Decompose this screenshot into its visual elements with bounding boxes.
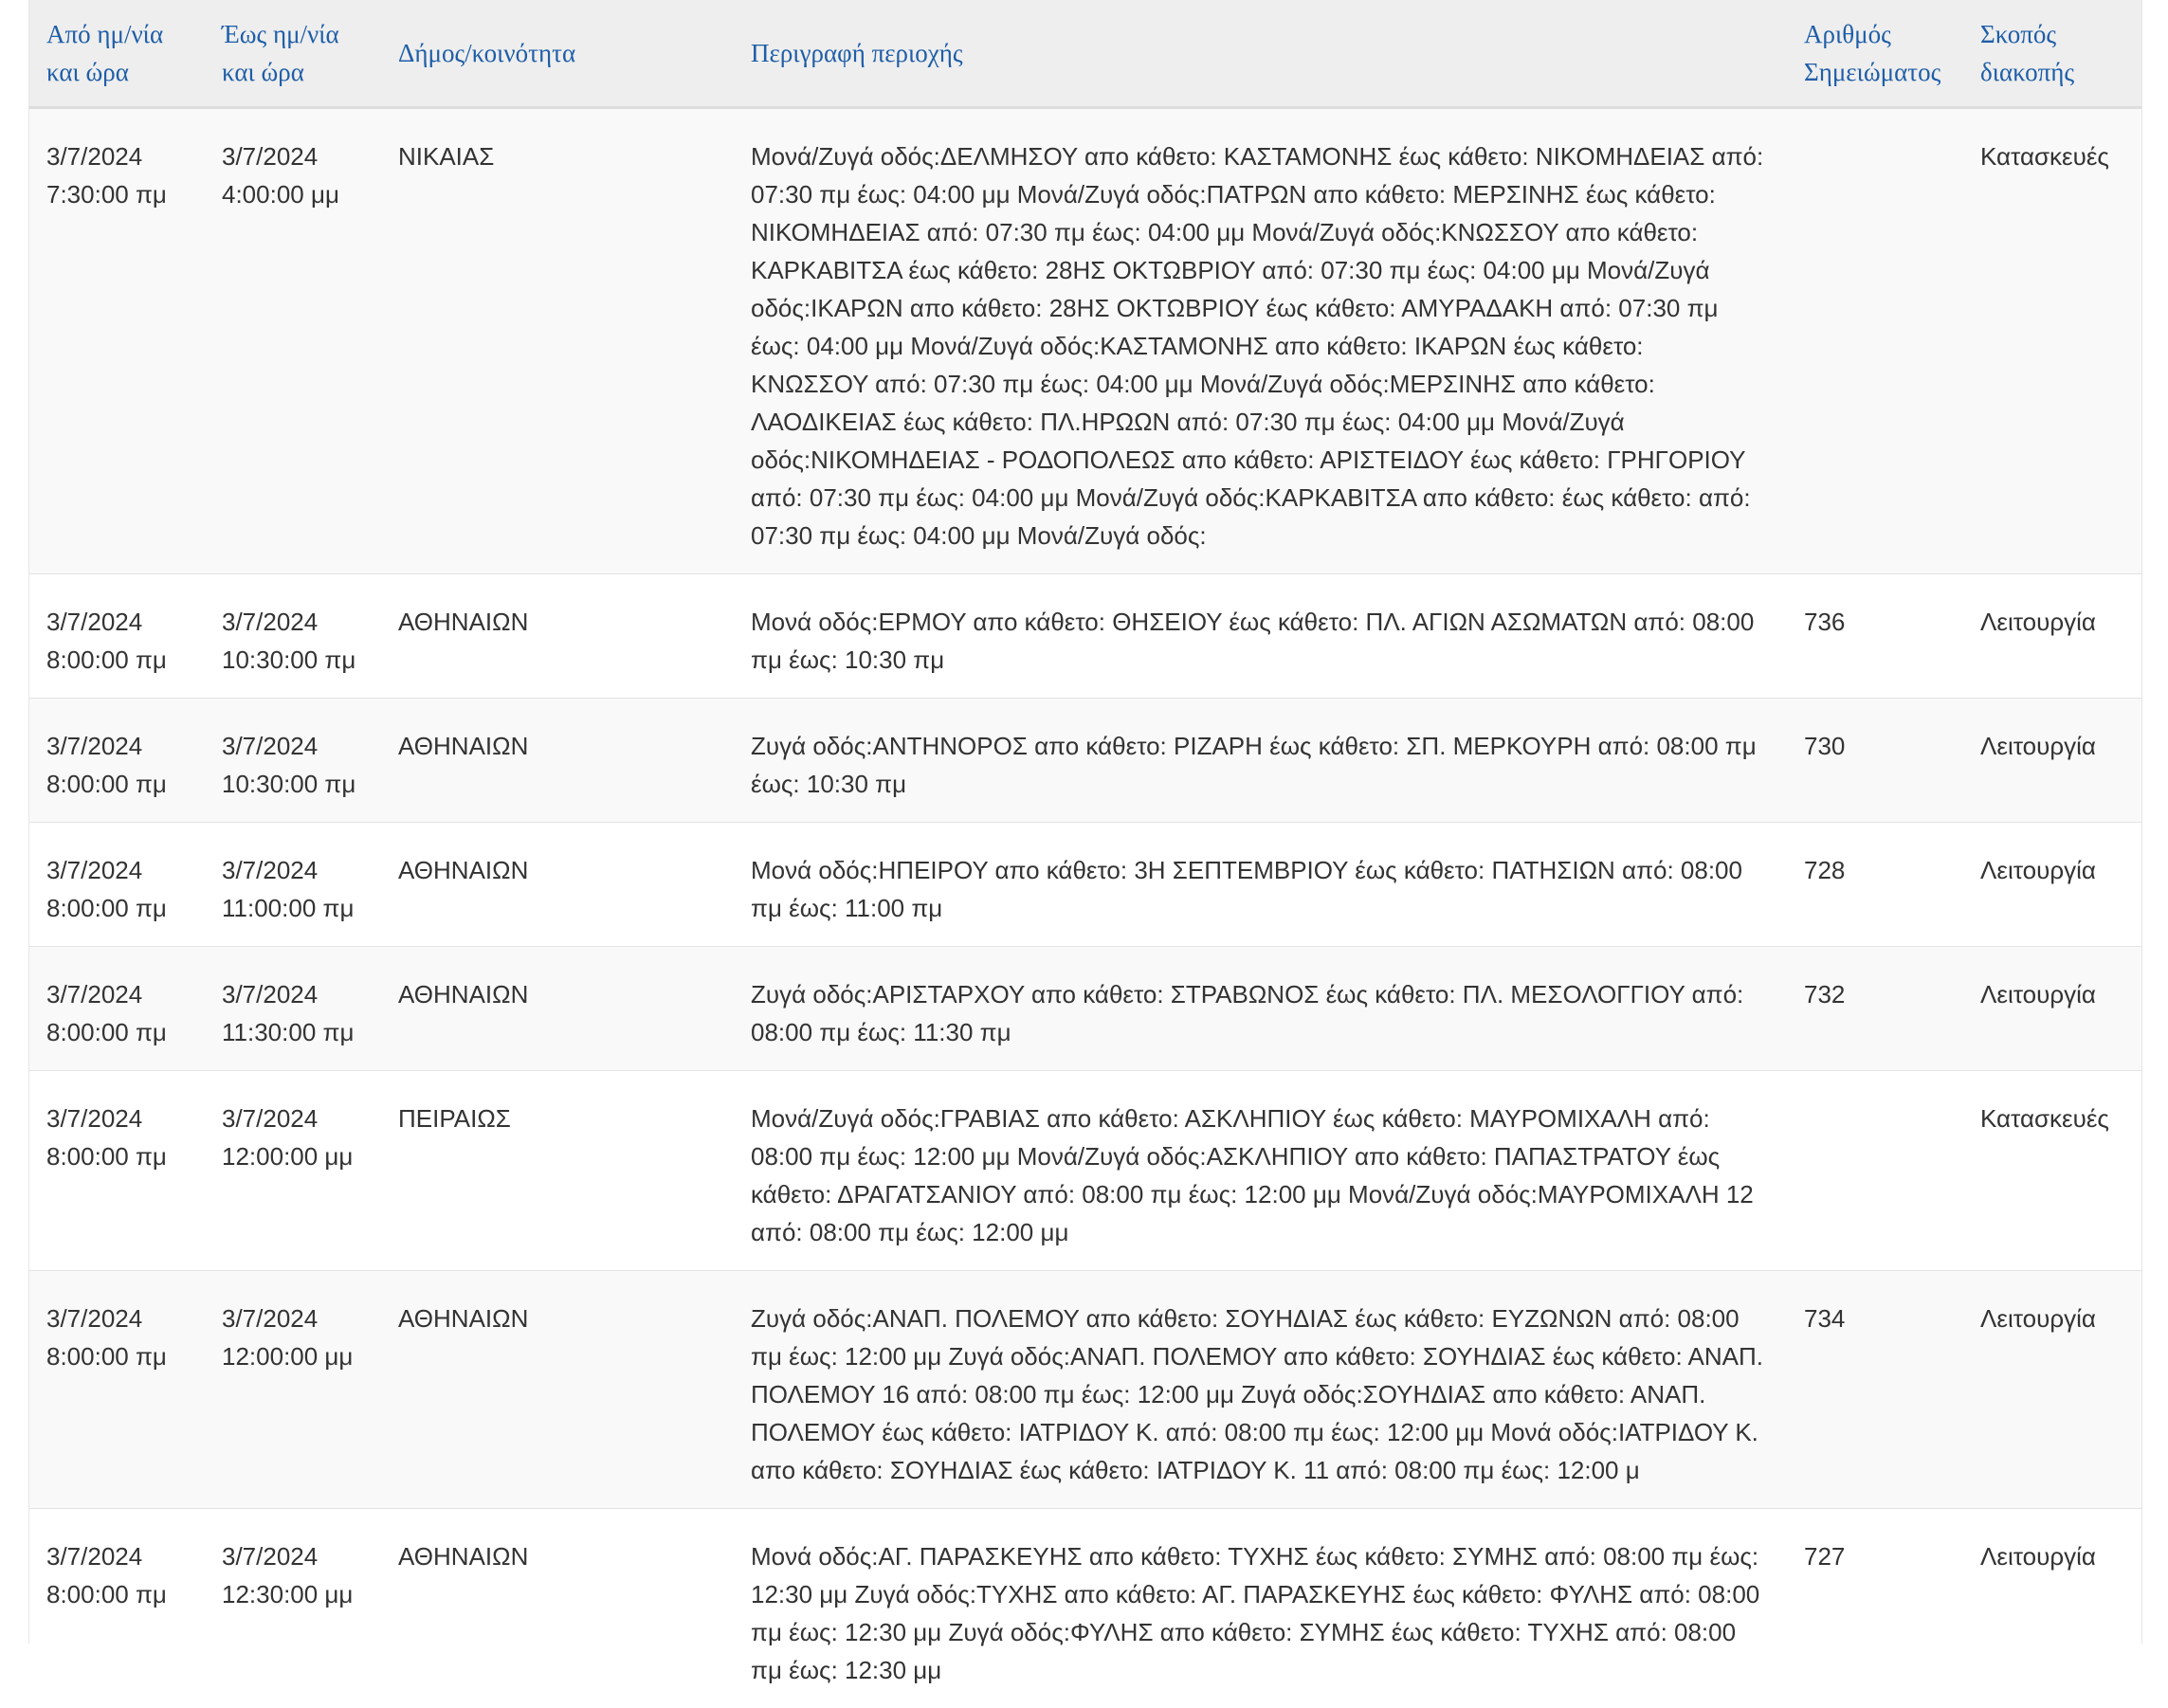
cell-description: Μονά/Ζυγά οδός:ΔΕΛΜΗΣΟΥ απο κάθετο: ΚΑΣΤΑΜΟΝΗΣ έως κάθετο: ΝΙΚΟΜΗΔΕΙΑΣ από: 07:30 πμ έως: 04:00 μμ Μονά/Ζυγά οδός:ΠΑΤΡΩΝ απο κάθετο: ΜΕΡΣΙΝΗΣ έως κάθετο: ΝΙΚΟΜΗΔΕΙΑΣ από: 07:30 πμ έως: 04:00 μμ Μονά/Ζυγά οδός:ΚΝΩΣΣΟΥ απο κάθετο: ΚΑΡΚΑΒΙΤΣΑ έως κάθετο: 28ΗΣ ΟΚΤΩΒΡΙΟΥ από: 07:30 πμ έως: 04:00 μμ Μονά/Ζυγά οδός:ΙΚΑΡΩΝ απο κάθετο: 28ΗΣ ΟΚΤΩΒΡΙΟΥ έως κάθετο: ΑΜΥΡΑΔΑΚΗ από: 07:30 πμ έως: 04:00 μμ Μονά/Ζυγά οδός:ΚΑΣΤΑΜΟΝΗΣ απο κάθετο: ΙΚΑΡΩΝ έως κάθετο: ΚΝΩΣΣΟΥ από: 07:30 πμ έως: 04:00 μμ Μονά/Ζυγά οδός:ΜΕΡΣΙΝΗΣ απο κάθετο: ΛΑΟΔΙΚΕΙΑΣ έως κάθετο: ΠΛ.ΗΡΩΩΝ από: 07:30 πμ έως: 04:00 μμ Μονά/Ζυγά οδός:ΝΙΚΟΜΗΔΕΙΑΣ - ΡΟΔΟΠΟΛΕΩΣ απο κάθετο: ΑΡΙΣΤΕΙΔΟΥ έως κάθετο: ΓΡΗΓΟΡΙΟΥ από: 07:30 πμ έως: 04:00 μμ Μονά/Ζυγά οδός:ΚΑΡΚΑΒΙΤΣΑ απο κάθετο: έως κάθετο: από: 07:30 πμ έως: 04:00 μμ Μονά/Ζυγά οδός: [734,108,1787,574]
cell-municipality: ΑΘΗΝΑΙΩΝ [381,823,734,947]
cell-purpose: Λειτουργία [1963,574,2141,699]
cell-number: 730 [1787,699,1963,823]
cell-purpose: Κατασκευές [1963,108,2141,574]
cell-purpose: Λειτουργία [1963,823,2141,947]
cell-to: 3/7/2024 11:30:00 πμ [205,947,381,1071]
cell-municipality: ΑΘΗΝΑΙΩΝ [381,1509,734,1708]
cell-to: 3/7/2024 10:30:00 πμ [205,699,381,823]
cell-from: 3/7/2024 7:30:00 πμ [29,108,205,574]
cell-description: Μονά/Ζυγά οδός:ΓΡΑΒΙΑΣ απο κάθετο: ΑΣΚΛΗΠΙΟΥ έως κάθετο: ΜΑΥΡΟΜΙΧΑΛΗ από: 08:00 πμ έως: 12:00 μμ Μονά/Ζυγά οδός:ΑΣΚΛΗΠΙΟΥ απο κάθετο: ΠΑΠΑΣΤΡΑΤΟΥ έως κάθετο: ΔΡΑΓΑΤΣΑΝΙΟΥ από: 08:00 πμ έως: 12:00 μμ Μονά/Ζυγά οδός:ΜΑΥΡΟΜΙΧΑΛΗ 12 από: 08:00 πμ έως: 12:00 μμ [734,1071,1787,1271]
cell-purpose: Λειτουργία [1963,699,2141,823]
cell-description: Ζυγά οδός:ΑΝΑΠ. ΠΟΛΕΜΟΥ απο κάθετο: ΣΟΥΗΔΙΑΣ έως κάθετο: ΕΥΖΩΝΩΝ από: 08:00 πμ έως: 12:00 μμ Ζυγά οδός:ΑΝΑΠ. ΠΟΛΕΜΟΥ απο κάθετο: ΣΟΥΗΔΙΑΣ έως κάθετο: ΑΝΑΠ. ΠΟΛΕΜΟΥ 16 από: 08:00 πμ έως: 12:00 μμ Ζυγά οδός:ΣΟΥΗΔΙΑΣ απο κάθετο: ΑΝΑΠ. ΠΟΛΕΜΟΥ έως κάθετο: ΙΑΤΡΙΔΟΥ Κ. από: 08:00 πμ έως: 12:00 μμ Μονά οδός:ΙΑΤΡΙΔΟΥ Κ. απο κάθετο: ΣΟΥΗΔΙΑΣ έως κάθετο: ΙΑΤΡΙΔΟΥ Κ. 11 από: 08:00 πμ έως: 12:00 μ [734,1271,1787,1509]
header-row [29,0,2141,108]
cell-description: Μονά οδός:ΑΓ. ΠΑΡΑΣΚΕΥΗΣ απο κάθετο: ΤΥΧΗΣ έως κάθετο: ΣΥΜΗΣ από: 08:00 πμ έως: 12:30 μμ Ζυγά οδός:ΤΥΧΗΣ απο κάθετο: ΑΓ. ΠΑΡΑΣΚΕΥΗΣ έως κάθετο: ΦΥΛΗΣ από: 08:00 πμ έως: 12:30 μμ Ζυγά οδός:ΦΥΛΗΣ απο κάθετο: ΣΥΜΗΣ έως κάθετο: ΤΥΧΗΣ από: 08:00 πμ έως: 12:30 μμ [734,1509,1787,1708]
table-row [29,699,2141,823]
cell-number: 727 [1787,1509,1963,1708]
table-row [29,108,2141,574]
cell-description: Μονά οδός:ΗΠΕΙΡΟΥ απο κάθετο: 3Η ΣΕΠΤΕΜΒΡΙΟΥ έως κάθετο: ΠΑΤΗΣΙΩΝ από: 08:00 πμ έως: 11:00 πμ [734,823,1787,947]
cell-from: 3/7/2024 8:00:00 πμ [29,1071,205,1271]
cell-municipality: ΑΘΗΝΑΙΩΝ [381,947,734,1071]
cell-to: 3/7/2024 12:00:00 μμ [205,1271,381,1509]
cell-municipality: ΑΘΗΝΑΙΩΝ [381,699,734,823]
cell-from: 3/7/2024 8:00:00 πμ [29,947,205,1071]
cell-number: 734 [1787,1271,1963,1509]
column-header-number[interactable]: Αριθμός Σημειώματος [1787,0,1963,108]
table-header [29,0,2141,108]
cell-to: 3/7/2024 12:00:00 μμ [205,1071,381,1271]
cell-number: 736 [1787,574,1963,699]
table-row [29,823,2141,947]
cell-to: 3/7/2024 11:00:00 πμ [205,823,381,947]
table-row [29,1271,2141,1509]
cell-from: 3/7/2024 8:00:00 πμ [29,699,205,823]
cell-from: 3/7/2024 8:00:00 πμ [29,574,205,699]
cell-description: Ζυγά οδός:ΑΝΤΗΝΟΡΟΣ απο κάθετο: ΡΙΖΑΡΗ έως κάθετο: ΣΠ. ΜΕΡΚΟΥΡΗ από: 08:00 πμ έως: 10:30 πμ [734,699,1787,823]
cell-from: 3/7/2024 8:00:00 πμ [29,1509,205,1708]
cell-purpose: Λειτουργία [1963,947,2141,1071]
cell-municipality: ΝΙΚΑΙΑΣ [381,108,734,574]
column-header-purpose[interactable]: Σκοπός διακοπής [1963,0,2141,108]
cell-to: 3/7/2024 4:00:00 μμ [205,108,381,574]
cell-municipality: ΠΕΙΡΑΙΩΣ [381,1071,734,1271]
column-header-municipality[interactable]: Δήμος/κοινότητα [381,0,734,108]
cell-purpose: Λειτουργία [1963,1271,2141,1509]
table-body [29,108,2141,1708]
cell-number [1787,108,1963,574]
outages-table [29,0,2141,1708]
table-row [29,1509,2141,1708]
cell-municipality: ΑΘΗΝΑΙΩΝ [381,574,734,699]
table-row [29,574,2141,699]
cell-purpose: Κατασκευές [1963,1071,2141,1271]
cell-to: 3/7/2024 12:30:00 μμ [205,1509,381,1708]
table-row [29,947,2141,1071]
cell-to: 3/7/2024 10:30:00 πμ [205,574,381,699]
cell-number: 728 [1787,823,1963,947]
cell-description: Μονά οδός:ΕΡΜΟΥ απο κάθετο: ΘΗΣΕΙΟΥ έως κάθετο: ΠΛ. ΑΓΙΩΝ ΑΣΩΜΑΤΩΝ από: 08:00 πμ έως: 10:30 πμ [734,574,1787,699]
cell-number: 732 [1787,947,1963,1071]
outages-table-container [28,0,2142,1644]
column-header-from[interactable]: Από ημ/νία και ώρα [29,0,205,108]
cell-from: 3/7/2024 8:00:00 πμ [29,1271,205,1509]
cell-from: 3/7/2024 8:00:00 πμ [29,823,205,947]
cell-number [1787,1071,1963,1271]
cell-description: Ζυγά οδός:ΑΡΙΣΤΑΡΧΟΥ απο κάθετο: ΣΤΡΑΒΩΝΟΣ έως κάθετο: ΠΛ. ΜΕΣΟΛΟΓΓΙΟΥ από: 08:00 πμ έως: 11:30 πμ [734,947,1787,1071]
cell-purpose: Λειτουργία [1963,1509,2141,1708]
column-header-to[interactable]: Έως ημ/νία και ώρα [205,0,381,108]
table-row [29,1071,2141,1271]
column-header-description[interactable]: Περιγραφή περιοχής [734,0,1787,108]
cell-municipality: ΑΘΗΝΑΙΩΝ [381,1271,734,1509]
